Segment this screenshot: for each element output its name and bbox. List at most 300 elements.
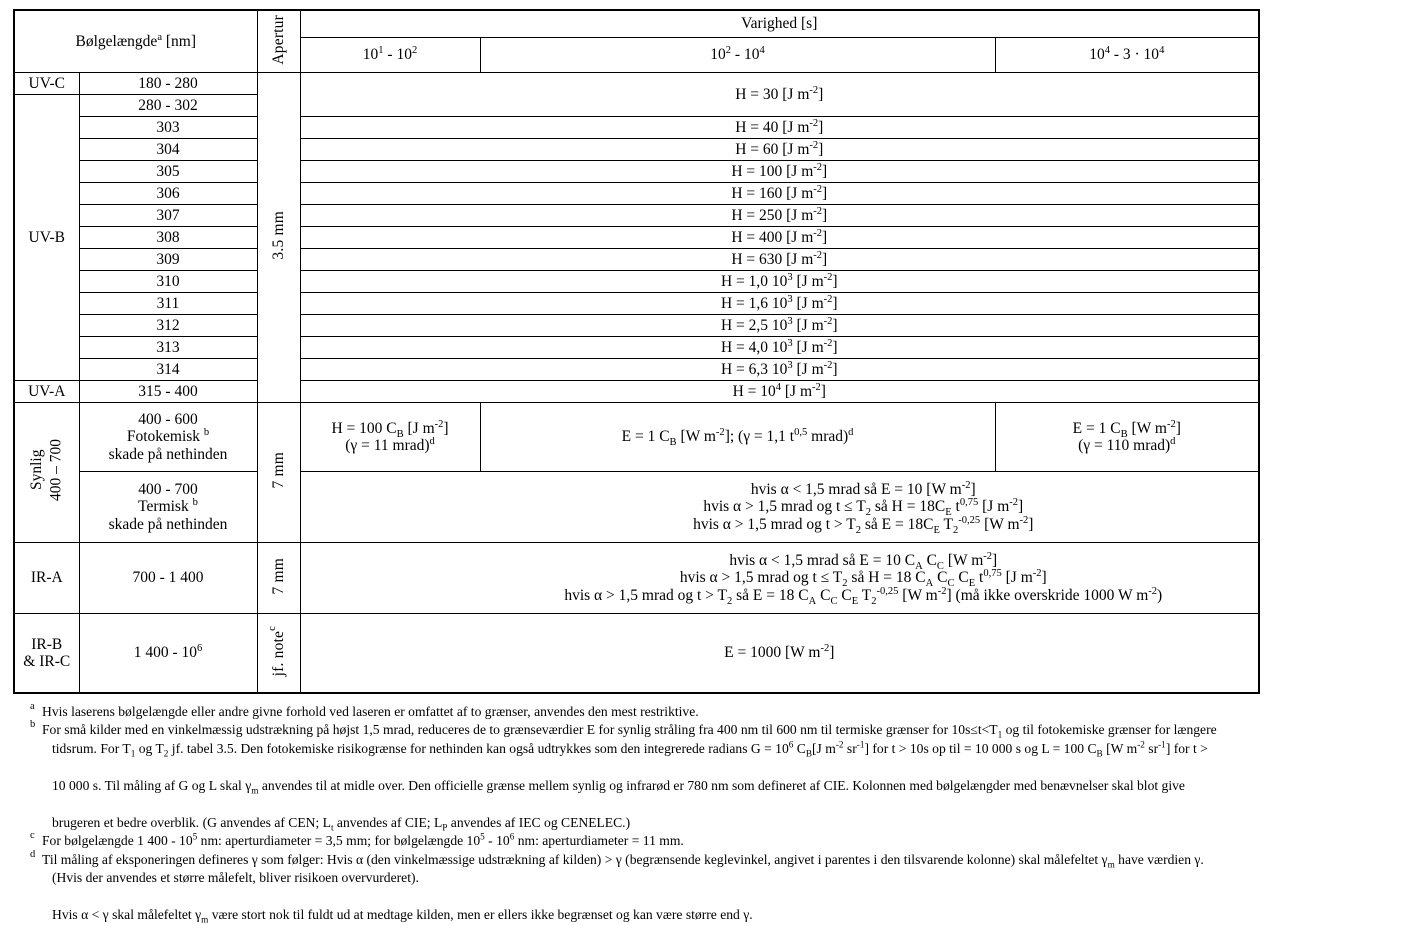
footnotes — [30, 703, 1405, 925]
ira-l3b: så E = 18 C — [732, 586, 809, 604]
fb-l2-subB2: B — [1096, 748, 1103, 759]
table-row — [14, 227, 1259, 249]
bracket-close: ] — [832, 272, 838, 290]
fc-mid2: - 10 — [484, 833, 510, 849]
footnote-b-line1 — [42, 722, 1217, 741]
wavelength-314: 314 — [79, 359, 257, 381]
cell2-sub: B — [669, 437, 677, 449]
wavelength-1400-10e6 — [79, 614, 257, 694]
bracket-close: ] — [1041, 569, 1047, 587]
sup-m2: -2 — [1009, 497, 1019, 509]
dur2-mid: - 10 — [731, 46, 760, 64]
sup-m2: -2 — [1166, 418, 1176, 430]
limit-h630 — [300, 249, 1259, 271]
limit-h60 — [300, 139, 1259, 161]
limit-h400-text: H = 400 [J m — [731, 228, 814, 246]
ira-l3f: [W m — [898, 586, 938, 604]
footnote-b-line2 — [42, 740, 1405, 758]
ira-l3d: C — [837, 586, 852, 604]
fc-pre: For bølgelængde 1 400 - 10 — [42, 833, 193, 849]
sup-exp3: 3 — [787, 293, 793, 305]
sup-m2: -2 — [812, 381, 821, 393]
table-row — [14, 337, 1259, 359]
dur3-sup1: 4 — [1104, 45, 1110, 57]
ira-l3c: C — [816, 586, 831, 604]
sup-m2: -2 — [813, 249, 823, 261]
bracket-close: ] — [822, 184, 828, 202]
limit-h1600-text: H = 1,6 10 — [720, 294, 788, 312]
sup-m2: -2 — [813, 227, 823, 239]
table-row — [14, 249, 1259, 271]
header-duration-col-1 — [300, 38, 480, 73]
category-uva: UV-A — [14, 381, 79, 403]
table-row — [14, 73, 1259, 95]
unit-jm: [J m — [792, 338, 824, 356]
limit-ira-formula — [300, 543, 1259, 614]
limit-h100-text: H = 100 [J m — [731, 162, 814, 180]
table-row — [14, 161, 1259, 183]
ira-l3e: T — [858, 586, 872, 604]
fc-sup3: 6 — [509, 831, 515, 842]
sup-m2: -2 — [823, 337, 833, 349]
sup-m2: -2 — [715, 427, 725, 439]
irbc-limit-sup: -2 — [820, 643, 830, 655]
table-row — [14, 381, 1259, 403]
fb-l1-sub: 1 — [997, 730, 1003, 741]
thermal-l2subE: E — [945, 507, 952, 519]
sup-m2: -2 — [813, 205, 823, 217]
ira-l1c: [W m — [943, 551, 984, 569]
limit-h250 — [300, 205, 1259, 227]
dur1-sup2: 2 — [411, 45, 418, 57]
ira-l3subC: C — [830, 595, 838, 607]
thermal-l3b: så E = 18C — [861, 515, 934, 533]
wavelength-400-600-photochemical — [79, 403, 257, 472]
thermal-damage: skade på nethinden — [108, 515, 228, 533]
ira-l1subC: C — [936, 561, 944, 573]
limit-photochem-col3 — [995, 403, 1259, 472]
ira-l2f: [J m — [1001, 569, 1033, 587]
cell2-pre: E = 1 C — [621, 428, 670, 446]
sup-m2: -2 — [1019, 514, 1029, 526]
wavelength-315-400: 315 - 400 — [79, 381, 257, 403]
header-wavelength-unit: [nm] — [162, 32, 197, 50]
dur1-sup1: 1 — [378, 45, 384, 57]
fd-l1-sub: m — [1107, 859, 1115, 870]
limit-h160-text: H = 160 [J m — [731, 184, 814, 202]
footnote-d-line1 — [42, 851, 1204, 870]
dur2-sup1: 2 — [725, 45, 732, 57]
limit-h4000-text: H = 4,0 10 — [720, 338, 788, 356]
table-row — [14, 472, 1259, 543]
aperture-irbc-label — [266, 625, 287, 677]
limit-h2500-text: H = 2,5 10 — [720, 316, 788, 334]
dur2-sup2: 4 — [759, 45, 765, 57]
sup-m2: -2 — [1032, 568, 1042, 580]
limit-h10e4 — [300, 381, 1259, 403]
sup-exp3: 3 — [787, 359, 793, 371]
irbc-note-pre: jf. note — [269, 630, 287, 677]
bracket-close: ] — [832, 360, 838, 378]
bracket-close: ] — [832, 316, 838, 334]
category-ira: IR-A — [14, 543, 79, 614]
cell2-endsup: d — [848, 427, 854, 439]
ira-l2subE: E — [968, 578, 976, 590]
ira-l3subA: A — [808, 595, 817, 607]
fb-l2-sup1: 6 — [788, 739, 794, 750]
ira-l2d: C — [954, 569, 969, 587]
header-duration — [300, 10, 1259, 38]
cell1-line2-sup: d — [429, 435, 435, 447]
wavelength-308: 308 — [79, 227, 257, 249]
limit-photochem-col1 — [300, 403, 480, 472]
cell1-sub: B — [396, 428, 404, 440]
thermal-l3subE: E — [933, 524, 940, 536]
limit-h10e4-sup: 4 — [775, 381, 782, 393]
bracket-close: ] — [832, 294, 838, 312]
exposure-limits-table — [13, 9, 1260, 694]
ira-l2b: så H = 18 C — [847, 569, 926, 587]
cell3-line2-sup: d — [1170, 435, 1176, 447]
cell2-end: mrad) — [807, 428, 849, 446]
limit-h400 — [300, 227, 1259, 249]
header-wavelength — [14, 10, 257, 73]
footnote-d-mark: d — [30, 848, 36, 860]
irbc-note-sup: c — [266, 625, 278, 631]
limit-h250-text: H = 250 [J m — [731, 206, 814, 224]
thermal-l2sup: 0,75 — [959, 497, 979, 509]
footnote-d-line2: (Hvis der anvendes et større målefelt, bliver risikoen overvurderet). — [52, 870, 419, 886]
thermal-l2c: t — [951, 498, 960, 516]
table-row — [14, 139, 1259, 161]
cell2-sup: 0,5 — [794, 427, 808, 439]
synlig-text: Synlig — [28, 450, 46, 491]
unit-jm: [J m — [792, 272, 824, 290]
irbc-wl-sup: 6 — [197, 643, 203, 655]
aperture-visible-label: 7 mm — [269, 452, 287, 489]
aperture-irbc — [257, 614, 300, 694]
fd-l1: Til måling af eksponeringen defineres γ som følger: Hvis α (den vinkelmæssige udstrækning af kilden) > γ (begrænsende keglevinkel, angivet i parentes i den tilsvarende kolonne) skal målefeltet γ — [42, 851, 1108, 867]
fc-sup1: 5 — [192, 831, 198, 842]
footnote-d — [30, 848, 1405, 925]
irbc-limit-pre: E = 1000 [W m — [724, 644, 821, 662]
irbc-limit-post: ] — [829, 644, 835, 662]
thermal-l3sub: 2 — [855, 524, 861, 536]
fb-l1-pre: For små kilder med en vinkelmæssig udstrækning på højst 1,5 mrad, reduceres de to grænseværdier E for synlig stråling fra 400 nm til 600 nm til termiske grænser for 10s≤t<T — [42, 722, 998, 738]
aperture-visible — [257, 403, 300, 543]
cell3-sub: B — [1120, 428, 1128, 440]
fb-l2-mid4: [J m — [812, 740, 836, 756]
ira-l2e: t — [975, 569, 984, 587]
limit-h100 — [300, 161, 1259, 183]
category-uvc: UV-C — [14, 73, 79, 95]
footnote-a — [30, 703, 1405, 721]
bracket-close: ] — [822, 250, 828, 268]
fb-l4-sub1: t — [330, 822, 334, 833]
limit-thermal-formula — [300, 472, 1259, 543]
category-uvb: UV-B — [14, 95, 79, 381]
limit-h40 — [300, 117, 1259, 139]
fb-l2-mid2: jf. tabel 3.5. Den fotokemiske risikogrænse for nethinden kan også udtrykkes som den integrerede radians G = 10 — [168, 740, 789, 756]
category-irc-label: & IR-C — [23, 653, 71, 670]
footnote-d-line3 — [42, 906, 1405, 924]
header-aperture-label: Apertur — [269, 14, 287, 65]
ira-l2subC: C — [947, 578, 955, 590]
footnote-c-mark: c — [30, 830, 35, 842]
cell3-mid: [W m — [1127, 419, 1167, 437]
table-row — [14, 614, 1259, 694]
bracket-close: ] — [992, 551, 998, 569]
cell1-pre: H = 100 C — [331, 419, 397, 437]
sup-m2: -2 — [823, 293, 833, 305]
wavelength-305: 305 — [79, 161, 257, 183]
limit-h40-text: H = 40 [J m — [735, 118, 810, 136]
footnote-b — [30, 721, 1405, 832]
limit-h6300 — [300, 359, 1259, 381]
ira-l2sub: 2 — [842, 578, 848, 590]
ira-l3tailsup: -2 — [1148, 585, 1158, 597]
fb-l2-mid6: ] for t > 10s op til = 10 000 s og L = 100 C — [864, 740, 1097, 756]
sup-exp3: 3 — [787, 271, 793, 283]
ira-l1subA: A — [915, 561, 923, 573]
header-aperture — [257, 10, 300, 73]
thermal-label: Termisk — [138, 498, 189, 516]
sup-m2: -2 — [937, 585, 947, 597]
ira-l1b: C — [922, 551, 937, 569]
dur3-sup2: 4 — [1159, 45, 1165, 57]
thermal-note: b — [192, 497, 198, 509]
table-row — [14, 359, 1259, 381]
photochem-damage: skade på nethinden — [108, 445, 228, 463]
sup-m2: -2 — [809, 117, 819, 129]
thermal-l1: hvis α < 1,5 mrad så E = 10 [W m — [750, 480, 962, 498]
table-row — [14, 183, 1259, 205]
category-irbc — [14, 614, 79, 694]
wavelength-303: 303 — [79, 117, 257, 139]
fb-l2-sup3: -1 — [856, 739, 865, 750]
table-row — [14, 293, 1259, 315]
wavelength-310: 310 — [79, 271, 257, 293]
wavelength-180-280: 180 - 280 — [79, 73, 257, 95]
bracket-close: ] — [822, 228, 828, 246]
fd-l3-post: være stort nok til fuldt ud at medtage kilden, men er ellers ikke begrænset og kan være større end γ. — [208, 907, 753, 923]
aperture-uv — [257, 73, 300, 403]
fb-l2-end: ] for t > — [1165, 740, 1208, 756]
thermal-l3sub2: 2 — [952, 524, 959, 536]
cell1-line2: (γ = 11 mrad) — [345, 437, 430, 454]
fc-post: nm: aperturdiameter = 11 mm. — [514, 833, 684, 849]
cell2-post: ]; (γ = 1,1 t — [724, 428, 795, 446]
sup-m2: -2 — [823, 271, 833, 283]
fb-l2-sup4: -2 — [1137, 739, 1145, 750]
footnote-c — [30, 832, 1405, 850]
bracket-close: ] — [818, 118, 824, 136]
sup-m2: -2 — [813, 161, 823, 173]
aperture-uv-label: 3.5 mm — [269, 211, 287, 260]
cell3-pre: E = 1 C — [1072, 419, 1121, 437]
category-irb-label: IR-B — [31, 635, 63, 653]
thermal-l2d: [J m — [978, 498, 1010, 516]
photochem-wavelength: 400 - 600 — [138, 410, 198, 428]
fb-l2-mid7: [W m — [1102, 740, 1138, 756]
header-duration-col-3 — [995, 38, 1259, 73]
ira-l2sup: 0,75 — [983, 568, 1002, 580]
ira-l2subA: A — [925, 578, 934, 590]
table-row — [14, 205, 1259, 227]
table-row — [14, 271, 1259, 293]
fc-sup2: 5 — [480, 831, 485, 842]
bracket-close: ] — [832, 338, 838, 356]
ira-l3tailend: ) — [1157, 586, 1163, 604]
cell3-line2: (γ = 110 mrad) — [1078, 437, 1171, 454]
thermal-wavelength: 400 - 700 — [138, 480, 198, 498]
ira-l3sub2: 2 — [871, 595, 877, 607]
footnote-b-line4 — [42, 814, 1405, 832]
thermal-l2a: hvis α > 1,5 mrad og t ≤ T — [703, 498, 866, 516]
sup-m2: -2 — [809, 84, 819, 96]
bracket-close: ] — [820, 382, 826, 400]
sup-m2: -2 — [809, 139, 819, 151]
bracket-close: ] — [818, 140, 824, 158]
wavelength-306: 306 — [79, 183, 257, 205]
table-row — [14, 117, 1259, 139]
sup-m2: -2 — [813, 183, 823, 195]
fb-l2-mid8: sr — [1144, 740, 1159, 756]
fb-l2-mid3: C — [793, 740, 806, 756]
fb-l1-post: og til fotokemiske grænser for længere — [1002, 722, 1217, 738]
fb-l2-mid: og T — [135, 740, 164, 756]
limit-h2500 — [300, 315, 1259, 337]
ira-l3sup: -0,25 — [876, 585, 899, 597]
header-duration-col-2 — [480, 38, 995, 73]
limit-h630-text: H = 630 [J m — [731, 250, 814, 268]
fc-mid: nm: aperturdiameter = 3,5 mm; for bølgelængde 10 — [197, 833, 481, 849]
fb-l2-subB: B — [805, 748, 813, 759]
limit-h30 — [300, 73, 1259, 117]
limit-h6300-text: H = 6,3 10 — [720, 360, 788, 378]
thermal-l3a: hvis α > 1,5 mrad og t > T — [693, 515, 856, 533]
table-header-row-1 — [14, 10, 1259, 38]
dur1-mid: - 10 — [383, 46, 412, 64]
sup-m2: -2 — [983, 550, 993, 562]
wavelength-304: 304 — [79, 139, 257, 161]
aperture-ira-label: 7 mm — [269, 557, 287, 595]
fb-l2-sub2: 2 — [163, 748, 169, 759]
ira-l2c: C — [933, 569, 948, 587]
fb-l2-sub1: 1 — [130, 748, 136, 759]
fb-l4-pre: brugeren et bedre overblik. (G anvendes af CEN; L — [52, 814, 331, 830]
footnote-c-text — [42, 833, 684, 848]
bracket-close: ] — [443, 419, 449, 437]
wavelength-400-700-thermal — [79, 472, 257, 543]
fd-l3-sub: m — [201, 915, 209, 925]
photochem-label: Fotokemisk — [126, 428, 201, 446]
fb-l4-post: anvendes af IEC og CENELEC.) — [447, 814, 631, 830]
wavelength-312: 312 — [79, 315, 257, 337]
sup-exp3: 3 — [787, 315, 793, 327]
sup-m2: -2 — [823, 315, 833, 327]
dur1-pre: 10 — [362, 46, 379, 64]
bracket-close: ] — [818, 85, 824, 103]
table-row — [14, 543, 1259, 614]
sup-exp3: 3 — [787, 337, 793, 349]
ira-l3a: hvis α > 1,5 mrad og t > T — [564, 586, 727, 604]
header-wavelength-note: a — [157, 31, 162, 43]
category-synlig — [14, 403, 79, 543]
fb-l4-sub2: P — [442, 822, 448, 833]
table-row — [14, 403, 1259, 472]
wavelength-280-302: 280 - 302 — [79, 95, 257, 117]
fb-l4-mid: anvendes af CIE; L — [333, 814, 443, 830]
category-synlig-label — [27, 439, 66, 501]
thermal-l3d: [W m — [980, 515, 1020, 533]
bracket-close: ] — [1175, 419, 1181, 437]
sup-m2: -2 — [961, 479, 971, 491]
fb-l3-post: anvendes til at midle over. Den officielle grænse mellem synlig og infrarød er 780 nm som defineret af CIE. Kolonnen med bølgelængder med benævnelser skal blot give — [258, 777, 1185, 793]
bracket-close: ] — [1028, 515, 1034, 533]
sup-m2: -2 — [823, 359, 833, 371]
thermal-l2b: så H = 18C — [871, 498, 946, 516]
wavelength-311: 311 — [79, 293, 257, 315]
limit-h1600 — [300, 293, 1259, 315]
bracket-close: ] — [970, 480, 976, 498]
bracket-close: ] — [822, 206, 828, 224]
unit-jm: [J m — [792, 294, 824, 312]
limit-h60-text: H = 60 [J m — [735, 140, 810, 158]
sup-m2: -2 — [434, 418, 444, 430]
ira-l3subE: E — [851, 595, 859, 607]
limit-h4000 — [300, 337, 1259, 359]
unit-jm: [J m — [792, 360, 824, 378]
cell2-mid: [W m — [676, 428, 716, 446]
dur3-pre: 10 — [1089, 46, 1105, 64]
photochem-note: b — [203, 427, 210, 439]
table-row — [14, 315, 1259, 337]
aperture-ira — [257, 543, 300, 614]
wavelength-309: 309 — [79, 249, 257, 271]
wavelength-313: 313 — [79, 337, 257, 359]
thermal-l3sup: -0,25 — [958, 514, 981, 526]
irbc-wl-pre: 1 400 - 10 — [133, 644, 198, 662]
limit-h1000 — [300, 271, 1259, 293]
ira-l3sub: 2 — [727, 595, 733, 607]
fb-l2-mid5: sr — [843, 740, 857, 756]
limit-photochem-col2 — [480, 403, 995, 472]
limit-irbc — [300, 614, 1259, 694]
header-wavelength-label: Bølgelængde — [75, 32, 158, 50]
unit-jm: [J m — [792, 316, 824, 334]
fb-l2-sup2: -2 — [835, 739, 844, 750]
fd-l1-post: have værdien γ. — [1114, 851, 1204, 867]
synlig-range-text: 400 – 700 — [47, 439, 65, 502]
ira-l3tail: ] (må ikke overskride 1000 W m — [946, 586, 1149, 604]
fb-l3-sub: m — [251, 785, 259, 796]
thermal-l3c: T — [939, 515, 953, 533]
limit-h160 — [300, 183, 1259, 205]
wavelength-307: 307 — [79, 205, 257, 227]
limit-h1000-text: H = 1,0 10 — [720, 272, 788, 290]
footnote-b-mark: b — [30, 719, 36, 731]
limit-h10e4-post: [J m — [781, 382, 813, 400]
fd-l3-pre: Hvis α < γ skal målefeltet γ — [52, 907, 202, 923]
footnote-a-mark: a — [30, 701, 35, 712]
thermal-l2sub: 2 — [865, 507, 872, 519]
header-duration-label: Varighed [s] — [741, 15, 818, 33]
bracket-close: ] — [822, 162, 828, 180]
dur3-mid: - 3 · 10 — [1109, 46, 1160, 64]
ira-l1a: hvis α < 1,5 mrad så E = 10 C — [729, 551, 916, 569]
fb-l2-pre: tidsrum. For T — [52, 740, 131, 756]
